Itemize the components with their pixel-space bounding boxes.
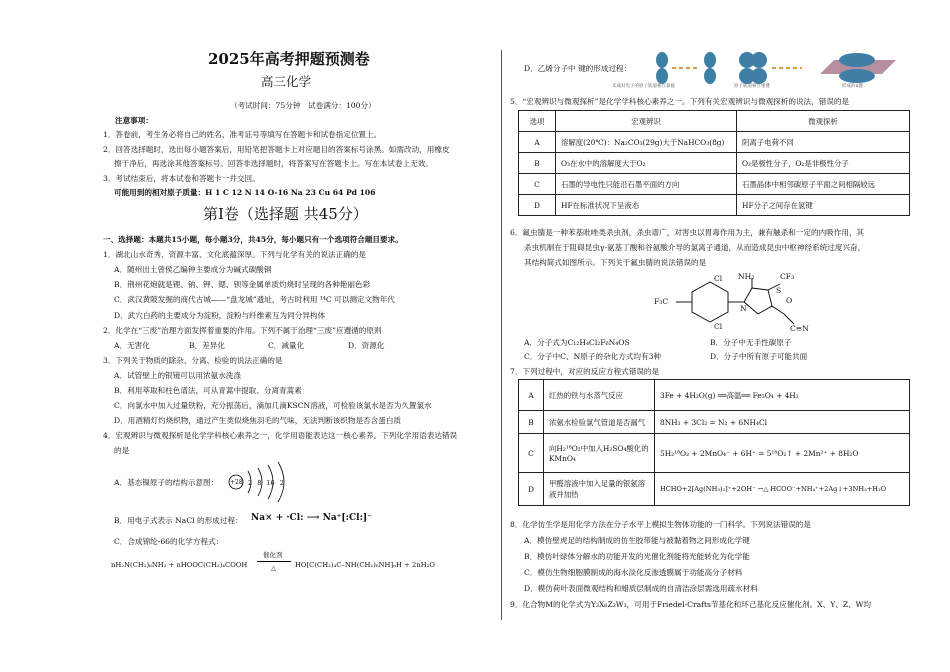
notice-item: 2．回答选择题时，选出每小题答案后，用铅笔把答题卡上对应题目的答案标号涂黑。如需改动，用橡皮 [103,145,450,154]
nylon-lhs: nH₂N(CH₂)₆NH₂ + nHOOC(CH₂)₄COOH [111,561,248,569]
option-b: B．差异化 [189,341,225,350]
option-d: D．资源化 [348,341,385,350]
option-line: D．武穴白药的主要成分为淀粉，淀粉与纤维素互为同分异构体 [114,311,326,320]
option-line: A．随州出土曾侯乙编钟主要成分为碱式碳酸铜 [114,265,272,274]
orbital-label-2: 原子轨道相互重叠 [734,84,770,89]
table-cell: B [519,411,544,434]
left-column [95,0,495,672]
option-c: C．减量化 [268,341,305,350]
atomic-masses: 可能用到的相对原子质量：H 1 C 12 N 14 O-16 Na 23 Cu 64 Pd 106 [114,188,376,197]
table-cell: 阴离子电荷不同 [737,132,910,153]
exam-subtitle: 高三化学 [261,74,312,89]
question-9: 9．化合物M的化学式为Y₃X₆Z₃W₃，可用于Friedel-Crafts节基化和环己基化反应催化剂。X、Y、Z、W均 [510,600,872,609]
table-cell: D [519,195,556,216]
label-cl-bottom: Cl [714,322,723,331]
option-d: D．分子中所有原子可能共面 [710,352,808,361]
orbital-label-1: 未成对电子的原子轨道相互靠拢 [612,84,675,89]
section-instructions: 一、选择题：本题共15小题，每小题3分，共45分，每小题只有一个选项符合题目要求。 [103,235,403,244]
table-cell: HF分子之间存在氢键 [737,195,910,216]
shell-electrons: 2 8 16 2 [248,479,284,487]
label-o: O [786,296,793,305]
table-cell: HCHO+2[Ag(NH₃)₂]⁺+2OH⁻ →△ HCOO⁻+NH₄⁺+2Ag↓+3NH₃+H₂O [655,473,910,506]
header-cell: 选项 [519,111,556,132]
q4-option-d: D．乙烯分子中 键的形成过程： [524,64,632,73]
table-row [519,434,910,473]
table-row [519,380,910,411]
q7-table [518,379,910,506]
label-f3c: F₃C [654,297,669,306]
notice-heading: 注意事项： [115,116,153,125]
notice-item: 1．答卷前，考生务必将自己的姓名、准考证号等填写在答题卡和试卷指定位置上。 [103,130,382,139]
table-cell: 石墨的导电性只能沿石墨平面的方向 [556,174,737,195]
nylon-catalyst: 催化剂 [263,551,283,559]
option-c: C．分子中C、N原子的杂化方式均有3种 [524,352,662,361]
right-column [510,0,910,672]
notice-item: 擦干净后，再选涂其他答案标号。回答非选择题时，将答案写在答题卡上。写在本试卷上无效。 [114,159,433,168]
table-cell: 5H₂¹⁸O₂ + 2MnO₄⁻ + 6H⁺ = 5¹⁸O₂↑ + 2Mn²⁺ + 8H₂O [655,434,910,473]
option-line: A．基态镍原子的结构示意图： [114,478,219,487]
table-row [519,132,910,153]
table-row [519,153,910,174]
table-header-row [519,111,910,132]
question-2: 2．化学在“三废”治理方面发挥着重要的作用。下列不属于治理“三废”应遵循的原则 [103,326,382,335]
option-line: D．模仿荷叶表面微观结构和蜡质层制成的自清洁涂层需选用疏水材料 [524,584,758,593]
table-cell: HF在标准状况下呈液态 [556,195,737,216]
option-line: B．利用萃取和柱色谱法，可从青蒿中提取、分离青蒿素 [114,386,302,395]
q5-table [518,110,910,216]
pi-bond-svg [652,50,902,90]
label-s: S [776,286,782,295]
option-line: C．武汉黄陂发掘的商代古城——“盘龙城”遗址，考古时利用 ¹⁴C 可以测定文物年代 [114,295,395,304]
exam-title: 2025年高考押题预测卷 [208,50,370,68]
option-line: A．模仿壁虎足的结构制成的仿生胶带能与被黏着物之间形成化学键 [524,536,750,545]
option-line: B．用电子式表示 NaCl 的形成过程： [114,516,243,525]
table-cell: 向H₂¹⁸O₂中加入H₂SO₄酸化的KMnO₄ [544,434,655,473]
table-cell: A [519,132,556,153]
option-line: C．模仿生物细胞膜制成的海水淡化反渗透膜属于功能高分子材料 [524,568,743,577]
option-line: C．向氯水中加入过量铁粉，充分振荡后，滴加几滴KSCN溶液，可检验该氯水是否为久置氯水 [114,401,432,410]
atom-structure-diagram [226,461,306,503]
option-line: D．用酒精灯灼烧织物，通过产生类似烧焦羽毛的气味，无法判断该织物是否含蛋白质 [114,416,402,425]
notice-item: 3．考试结束后，将本试卷和答题卡一并交回。 [103,174,260,183]
nacl-formation: Na× + ·Cl: ⟶ Na⁺[:Cl:]⁻ [251,513,372,523]
table-cell: 3Fe + 4H₂O(g) ══高温══ Fe₃O₄ + 4H₂ [655,380,910,411]
label-nh2: NH₂ [738,272,755,281]
nylon-rhs: HO[C(CH₂)₄C–NH(CH₂)₆NH]ₙH + 2nH₂O [295,561,435,569]
exam-info: （考试时间：75分钟 试卷满分：100分） [230,101,376,110]
option-b: B．分子中无手性碳原子 [710,338,792,347]
table-cell: 8NH₃ + 3Cl₂ = N₂ + 6NH₄Cl [655,411,910,434]
table-cell: O₃是极性分子，O₂是非极性分子 [737,153,910,174]
option-line: B．模仿叶绿体分解水的功能开发的光催化剂能将光能转化为化学能 [524,552,750,561]
table-cell: 红热的铁与水蒸气反应 [544,380,655,411]
section-title: 第Ⅰ卷（选择题 共45分） [203,205,368,223]
option-line: C．合成锦纶-66的化学方程式： [114,537,224,546]
nucleus-charge: +28 [230,479,243,486]
table-cell: 溶解度(20℃)：Na₂CO₃(29g)大于NaHCO₃(8g) [556,132,737,153]
question-1: 1．湖北山水奇秀、资源丰富、文化底蕴深厚。下列与化学有关的说法正确的是 [103,250,367,259]
table-cell: D [519,473,544,506]
question-4: 4．宏观辨识与微观探析是化学学科核心素养之一，化学用语能表达这一核心素养。下列化学用语表达错误 [103,431,458,440]
label-cn: C≡N [790,324,809,333]
label-n: N [740,304,747,313]
pi-bond-diagram [612,50,902,90]
table-row [519,195,910,216]
option-a: A．分子式为C₁₂H₄Cl₂F₆N₄OS [524,338,630,347]
option-line: A．试管壁上的银镜可以用浓氨水洗涤 [114,371,241,380]
orbital-label-3: 形成的π键 [842,84,863,89]
question-6-cont: 杀虫机制在于阻碍昆虫γ-氨基丁酸和谷氨酸介导的氯离子通道，从而造成昆虫中枢神经系统过度兴奋， [524,243,866,252]
table-cell: B [519,153,556,174]
table-cell: 浓氨水检验氯气管道是否漏气 [544,411,655,434]
nylon-arrow [257,561,291,562]
table-cell: 甲醛溶液中加入足量的银氨溶液并加热 [544,473,655,506]
question-8: 8．化学仿生学是用化学方法在分子水平上模拟生物体功能的一门科学。下列说法错误的是 [510,520,811,529]
question-6-cont: 其结构简式如图所示。下列关于氟虫腈的说法错误的是 [524,258,707,267]
column-divider [501,50,502,620]
table-cell: 石墨晶体中相邻碳原子平面之间相隔较远 [737,174,910,195]
fipronil-structure [630,272,830,342]
label-cl-top: Cl [714,274,723,283]
nylon-condition: △ [271,564,276,572]
table-cell: C [519,434,544,473]
table-row [519,473,910,506]
table-cell: C [519,174,556,195]
question-4-cont: 的是 [114,446,130,455]
header-cell: 宏观辨识 [556,111,737,132]
question-6: 6．氟虫腈是一种苯基吡唑类杀虫剂，杀虫谱广，对害虫以胃毒作用为主，兼有触杀和一定的内吸作用，其 [510,228,865,237]
option-line: B．荆州花炮就是锂、钠、钾、锶、钡等金属单质灼烧时呈现的各种艳丽色彩 [114,280,371,289]
table-row [519,411,910,434]
table-cell: O₃在水中的溶解度大于O₂ [556,153,737,174]
table-cell: A [519,380,544,411]
label-cf3: CF₃ [780,272,795,281]
option-a: A．无害化 [114,341,150,350]
table-row [519,174,910,195]
header-cell: 微观探析 [737,111,910,132]
question-5: 5．“宏观辨识与微观探析”是化学学科核心素养之一。下列有关宏观辨识与微观探析的说法，错误的是 [510,97,850,106]
question-3: 3．下列关于物质的除杂、分离、检验的说法正确的是 [103,356,283,365]
question-7: 7．下列过程中，对应的反应方程式错误的是 [510,367,660,376]
